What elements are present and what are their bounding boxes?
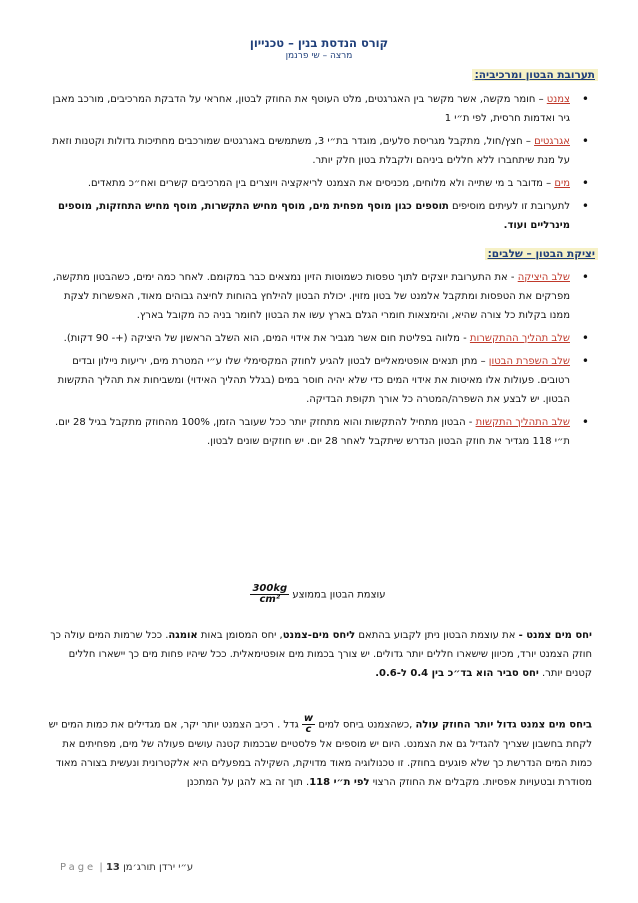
term-cement: צמנט: [546, 94, 570, 105]
list-item: • שלב השפרת הבטון – מתן תנאים אופטימאליים לבטון להגיע לחוזק המקסימלי שלו ע״י המטרת מים, יריעות ניילון ובדים רטובים. פעולות אלו מאיטות את אידוי המים כדי שלא יהיה חוסר במים (בגלל תהליך האידוי) ומשביחות את תהליך התקשות הבטון. יש לבצע את השפרה/המטרה כל אורך תקופת הבדיקה.: [47, 352, 592, 409]
list-item: • לתערובת זו לעיתים מוסיפים תוספים כגון מוסף מפחית מים, מוסף מחיש התקשרות, מוסף מחיש התחזקות, מוספים מינרליים ועוד.: [47, 197, 592, 235]
term-casting-stage: שלב היציקה: [517, 272, 570, 283]
list-item: • שלב התהליך התקשות - הבטון מתחיל להתקשות והוא מתחזק יותר ככל שעובר הזמן, 100% מהחוזק מתקבל בגיל 28 יום. ת״י 118 מגדיר את חוזק הבטון הנדרש שיתקבל לאחר 28 יום. יש חוזקים שונים לבטון.: [47, 413, 592, 451]
list-item: • שלב תהליך ההתקשרות - מלווה בפליטת חום אשר מגביר את אידוי המים, הוא השלב הראשון של היציקה (+- 90 דקות).: [47, 329, 592, 348]
section-casting-stages: [47, 268, 592, 455]
course-title: קורס הנדסת בנין – טכנייון: [249, 36, 389, 50]
page-header: [0, 36, 638, 61]
section-heading-concrete-mix: תערובת הבטון ומרכיביה:: [472, 69, 598, 81]
water-cement-ratio-paragraph: יחס מים צמנט - את עוצמת הבטון ניתן לקבוע בהתאם ליחס מים-צמנט, יחס המסומן באות אומגה. ככל שרמות המים עולה כך חוזק הצמנט יורד, מכיוון שישארו חללים יותר גדולים. יש צורך בכמות מים אופטימאלית. ככל שיהיו פחות מים כך יישארו חללים קטנים יותר. יחס סביר הוא בד״כ בין 0.4 ל-0.6.: [50, 630, 592, 679]
strength-formula: $\frac{300kg}{\text{cm²}}$: [252, 583, 288, 605]
term-hardening-stage: שלב התהליך התקשות: [475, 417, 570, 428]
page-footer: Page | 13 ע״י ירדן תורג׳מן: [60, 862, 194, 873]
list-item: • מים – מדובר ב מי שתייה ולא מלוחים, מכניסים את הצמנט לריאקציה ויוצרים בין המרכיבים קשרים ואח״כ מתאדים.: [47, 174, 592, 193]
term-setting-stage: שלב תהליך ההתקשרות: [469, 333, 570, 344]
list-item: • שלב היציקה - את התערובת יוצקים לתוך טפסות כשמוטות הזיון נמצאים כבר במקומם. לאחר כמה ימים, כשהבטון מתקשה, מפרקים את הטפסות ומתקבל אלמנט של בטון מזוין. יכולת הבטון להילחץ בהוחות לחיצה גבוהים מאוד, האפשרות לצקת ממנו בקלות כל צורה שהיא, והימצאות חומרי הגלם בארץ עשו את הבטון לחומר בניה כה מקובל בארץ.: [47, 268, 592, 325]
term-aggregates: אגרגטים: [534, 136, 570, 147]
wc-ratio-formula: $\frac{w}{c}$: [303, 713, 314, 735]
section-concrete-mix: [47, 90, 592, 239]
average-strength-label: עוצמת הבטון בממוצע: [292, 589, 386, 601]
additives-text: תוספים כגון מוסף מפחית מים, מוסף מחיש התקשרות, מוסף מחיש התחזקות, מוספים מינרליים ועוד.: [58, 201, 570, 231]
section-heading-casting-stages: יציקת הבטון – שלבים:: [485, 248, 598, 260]
list-item: • צמנט – חומר מקשה, אשר מקשר בין האגרגטים, מלט העוטף את החוזק לבטון, אחראי על הדבקת המרכיבים, מורכב מאבן גיר ואדמות חרסית, לפי ת״י 1: [47, 90, 592, 128]
list-item: • אגרגטים – חצץ/חול, מתקבל מגריסת סלעים, מוגדר בת״י 3, משתמשים באגרגטים שמורכבים מחתיכות גדולות וקטנות וזאת על מנת שיתחברו ללא חללים ביניהם ולקבלת בטון חלק יותר.: [47, 132, 592, 170]
average-strength-line: [168, 584, 468, 605]
lecturer-subtitle: מרצה – שי פרנמן: [285, 51, 353, 61]
page-number: 13: [105, 862, 120, 873]
strength-ratio-paragraph: ביחס מים צמנט גדול יותר החוזק עולה ,כשהצמנט ביחס למים $\frac{w}{c}$ גדל . רכיב הצמנט יותר יקר, אם מגדילים את כמות המים יש לקחת בחשבון שצריך להגדיל גם את הצמנט. היום יש מוספים אל פלסטיים שבכמות קטנה עושים פעולה של מים, מפחיתים את כמות המים הנדרשת כך שלא פוגעים בחוזק. זו טכנולוגיה מאוד מדויקת, השקילה במפעלים היא אלקטרונית ונעשית בצורה מאוד מסודרת ובטעויות אפסיות. מקבלים את החוזק הרצוי לפי ת״י 118. תוך זה בא להגן על המתכנן: [48, 713, 592, 788]
term-curing-stage: שלב השפרת הבטון: [488, 356, 570, 367]
footer-author: ע״י ירדן תורג׳מן: [123, 862, 194, 873]
term-water: מים: [554, 178, 570, 189]
page-word: Page: [60, 862, 97, 873]
